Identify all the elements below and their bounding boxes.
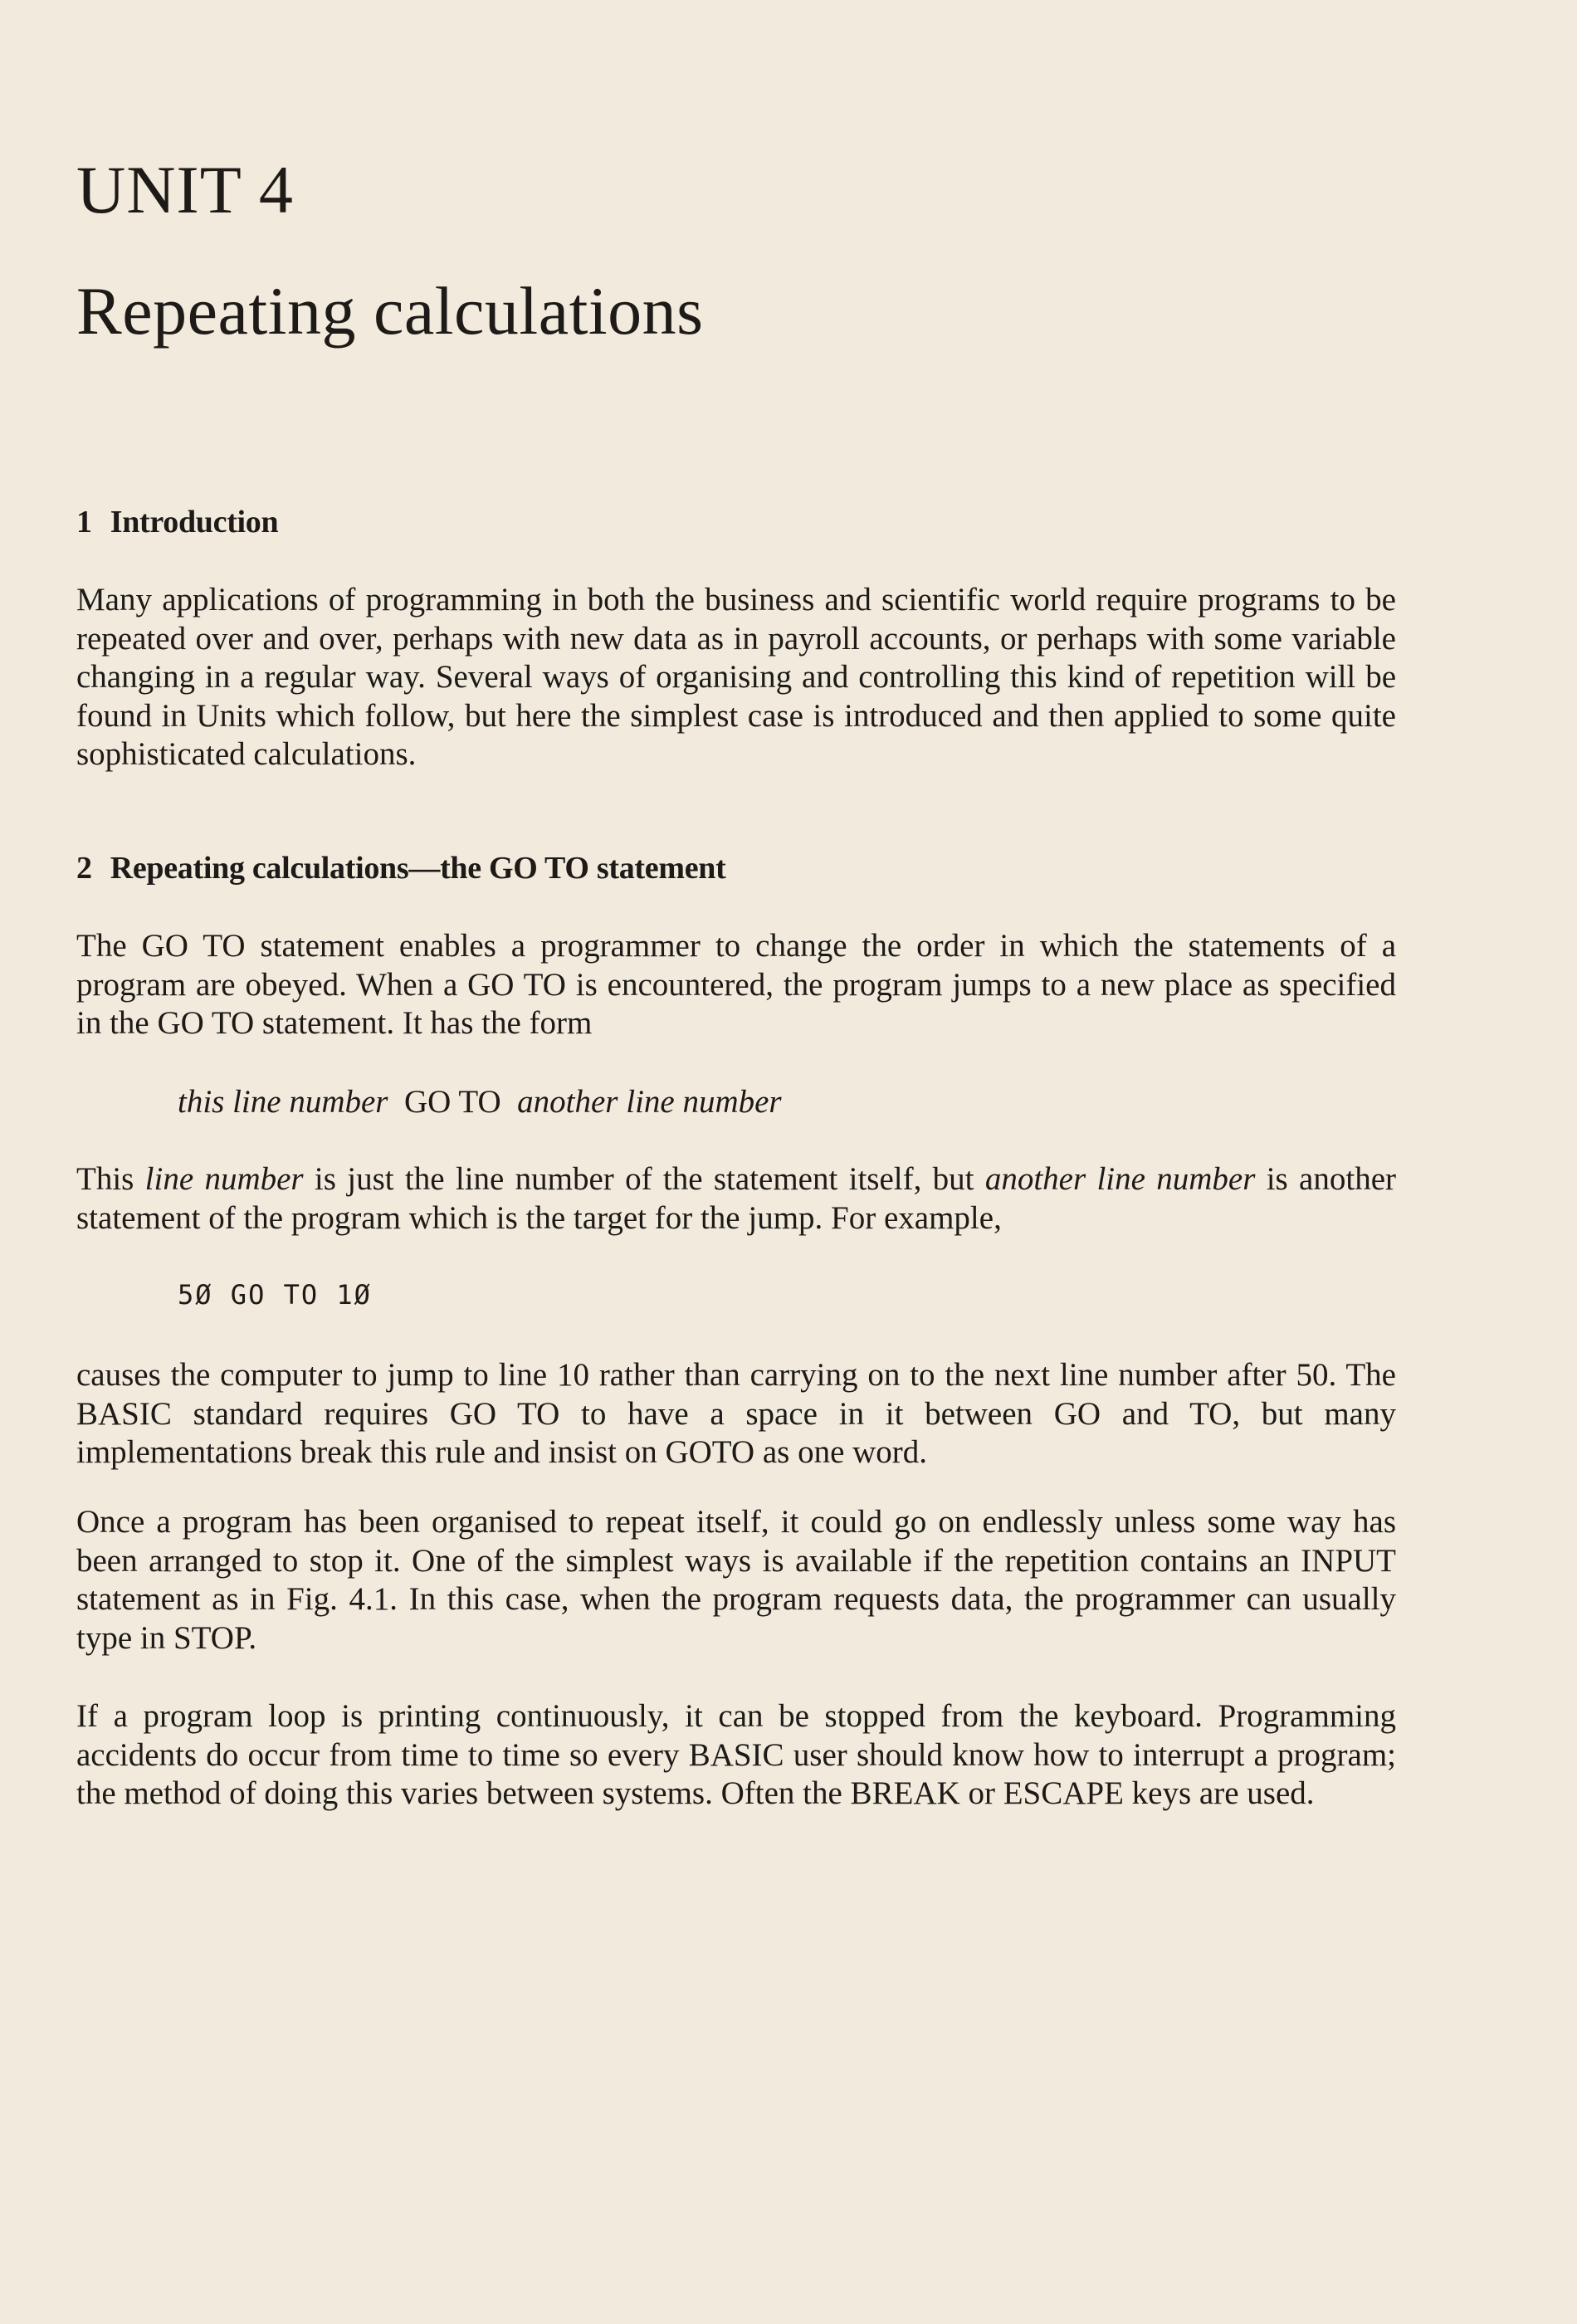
section-1-paragraph: Many applications of programming in both the business and scientific world require programs to be repeated over and over, perhaps with new data as in payroll accounts, or perhaps with some variable changing in a regular way. Several ways of organising and controlling this kind of repetition will be found in Units which follow, but here the simplest case is introduced and then applied to some quite sophisticated calculations. (76, 582, 1396, 772)
form-go-to-keyword: GO TO (403, 1084, 501, 1120)
section-2-paragraph-4: Once a program has been organised to repeat itself, it could go on endlessly unless some way has been arranged to stop it. One of the simplest ways is available if the repetition contains an INPUT statement as in Fig. 4.1. In this case, when the program requests data, the programmer can usually type in STOP. (76, 1504, 1396, 1656)
form-another-line-number: another line number (517, 1084, 782, 1120)
unit-title: Repeating calculations (76, 273, 704, 349)
section-1-title: Introduction (110, 505, 279, 540)
p2-emphasis-1: line number (144, 1161, 304, 1197)
go-to-form (178, 1086, 782, 1118)
section-2-heading (76, 852, 725, 884)
p2-emphasis-2: another line number (984, 1161, 1256, 1197)
unit-label: UNIT 4 (76, 152, 294, 227)
section-2-paragraph-5: If a program loop is printing continuously, it can be stopped from the keyboard. Programming accidents do occur from time to time so every BASIC user should know how to interrupt a program; the method of doing this varies between systems. Often the BREAK or ESCAPE keys are used. (76, 1698, 1396, 1811)
p2-text-3: is another statement of the program which is the target for the jump. For example, (76, 1161, 1396, 1236)
p2-text-1: This (76, 1161, 145, 1197)
section-1-heading (76, 506, 278, 538)
section-2-paragraph-3: causes the computer to jump to line 10 rather than carrying on to the next line number after 50. The BASIC standard requires GO TO to have a space in it between GO and TO, but many implementations break this rule and insist on GOTO as one word. (76, 1357, 1396, 1470)
section-2-paragraph-2 (76, 1160, 1396, 1238)
p2-text-2: is just the line number of the statement itself, but (303, 1161, 985, 1197)
section-1-number: 1 (76, 505, 92, 540)
section-2-title: Repeating calculations—the GO TO statement (110, 851, 726, 886)
form-this-line-number: this line number (178, 1084, 388, 1120)
section-2-paragraph-1: The GO TO statement enables a programmer to change the order in which the statements of a program are obeyed. When a GO TO is encountered, the program jumps to a new place as specified in the GO TO statement. It has the form (76, 928, 1396, 1041)
code-example: 5Ø GO TO 1Ø (178, 1279, 372, 1311)
section-2-number: 2 (76, 851, 92, 886)
